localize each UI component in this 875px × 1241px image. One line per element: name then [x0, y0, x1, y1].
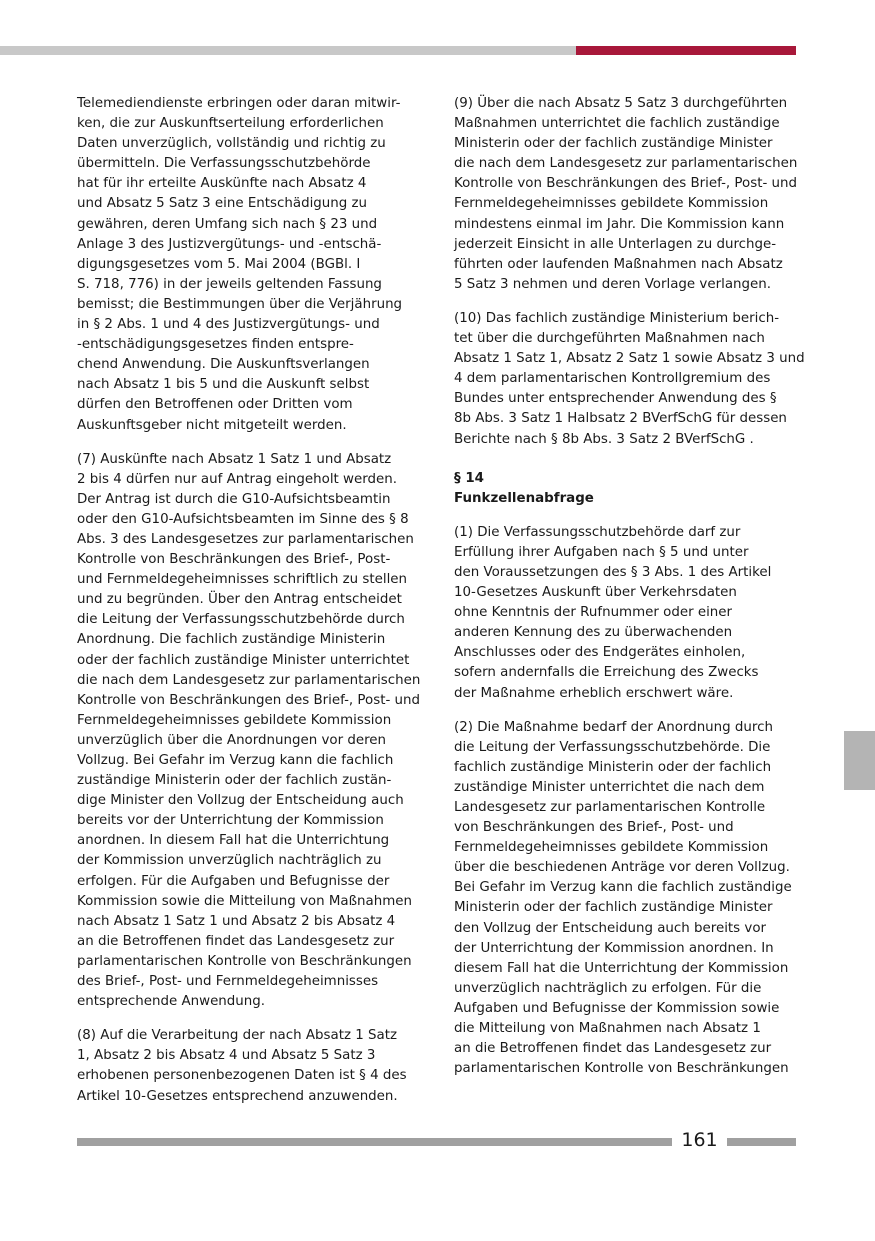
text-line: der Maßnahme erheblich erschwert wäre.	[454, 685, 734, 701]
text-line: Maßnahmen unterrichtet die fachlich zuständige	[454, 116, 780, 132]
footer-rule-right	[727, 1138, 796, 1146]
text-line: mindestens einmal im Jahr. Die Kommission kann	[454, 216, 785, 232]
text-line: S. 718, 776) in der jeweils geltenden Fassung	[77, 276, 382, 292]
footer-rule-left	[77, 1138, 672, 1146]
text-line: unverzüglich über die Anordnungen vor deren	[77, 732, 387, 748]
text-line: tet über die durchgeführten Maßnahmen nach	[454, 331, 765, 347]
text-line: über die beschiedenen Anträge vor deren Vollzug.	[454, 860, 790, 876]
text-line: Abs. 3 des Landesgesetzes zur parlamentarischen	[77, 531, 414, 547]
text-line: Auskunftsgeber nicht mitgeteilt werden.	[77, 417, 347, 433]
text-line: parlamentarischen Kontrolle von Beschränkungen	[77, 953, 412, 969]
section-number: § 14	[454, 470, 484, 486]
text-line: dürfen den Betroffenen oder Dritten vom	[77, 397, 353, 413]
text-line: und Fernmeldegeheimnisses schriftlich zu stellen	[77, 572, 408, 588]
text-line: digungsgesetzes vom 5. Mai 2004 (BGBl. I	[77, 256, 361, 272]
text-line: 2 bis 4 dürfen nur auf Antrag eingeholt werden.	[77, 471, 397, 487]
text-line: Kontrolle von Beschränkungen des Brief-, Post- und	[77, 692, 421, 708]
text-line: Artikel 10-Gesetzes entsprechend anzuwenden.	[77, 1088, 398, 1104]
text-line: Erfüllung ihrer Aufgaben nach § 5 und unter	[454, 544, 749, 560]
text-line: hat für ihr erteilte Auskünfte nach Absatz 4	[77, 176, 367, 192]
text-line: Kommission sowie die Mitteilung von Maßnahmen	[77, 893, 412, 909]
text-line: von Beschränkungen des Brief-, Post- und	[454, 820, 734, 836]
text-line: (1) Die Verfassungsschutzbehörde darf zur	[454, 524, 741, 540]
page-number: 161	[681, 1129, 718, 1151]
text-line: erhobenen personenbezogenen Daten ist § 4 des	[77, 1068, 407, 1084]
section-title: Funkzellenabfrage	[454, 490, 594, 506]
text-line: jederzeit Einsicht in alle Unterlagen zu durchge-	[454, 236, 777, 252]
paragraph-10	[454, 309, 804, 450]
text-line: die nach dem Landesgesetz zur parlamentarischen	[454, 156, 798, 172]
text-line: des Brief-, Post- und Fernmeldegeheimnisses	[77, 974, 379, 990]
text-line: die nach dem Landesgesetz zur parlamentarischen	[77, 672, 421, 688]
text-line: und Absatz 5 Satz 3 eine Entschädigung zu	[77, 196, 368, 212]
text-line: und zu begründen. Über den Antrag entscheidet	[77, 592, 402, 608]
section-heading	[454, 469, 804, 509]
text-line: Der Antrag ist durch die G10-Aufsichtsbeamtin	[77, 491, 391, 507]
text-line: bemisst; die Bestimmungen über die Verjährung	[77, 296, 403, 312]
text-line: dige Minister den Vollzug der Entscheidung auch	[77, 793, 404, 809]
text-line: der Unterrichtung der Kommission anordnen. In	[454, 940, 774, 956]
text-line: Bundes unter entsprechender Anwendung des §	[454, 391, 777, 407]
text-line: chend Anwendung. Die Auskunftsverlangen	[77, 357, 370, 373]
paragraph-continuation	[77, 94, 427, 436]
text-line: 8b Abs. 3 Satz 1 Halbsatz 2 BVerfSchG für dessen	[454, 411, 787, 427]
text-line: Anordnung. Die fachlich zuständige Ministerin	[77, 632, 386, 648]
text-line: Landesgesetz zur parlamentarischen Kontrolle	[454, 800, 766, 815]
text-line: die Mitteilung von Maßnahmen nach Absatz 1	[454, 1021, 761, 1037]
left-column	[77, 94, 427, 1121]
text-line: Fernmeldegeheimnisses gebildete Kommission	[454, 196, 769, 212]
text-line: fachlich zuständige Ministerin oder der fachlich	[454, 759, 772, 775]
text-line: in § 2 Abs. 1 und 4 des Justizvergütungs- und	[77, 317, 380, 333]
text-line: anderen Kennung des zu überwachenden	[454, 625, 733, 641]
text-line: bereits vor der Unterrichtung der Kommission	[77, 813, 384, 829]
text-line: Anschlusses oder des Endgerätes einholen,	[454, 645, 746, 661]
text-line: oder den G10-Aufsichtsbeamten im Sinne des § 8	[77, 511, 409, 527]
text-line: Berichte nach § 8b Abs. 3 Satz 2 BVerfSchG .	[454, 431, 754, 447]
text-line: parlamentarischen Kontrolle von Beschränkungen	[454, 1061, 789, 1077]
text-line: übermitteln. Die Verfassungsschutzbehörde	[77, 156, 371, 172]
text-line: gewähren, deren Umfang sich nach § 23 und	[77, 216, 378, 232]
text-line: nach Absatz 1 Satz 1 und Absatz 2 bis Absatz 4	[77, 913, 396, 929]
text-line: erfolgen. Für die Aufgaben und Befugnisse der	[77, 873, 390, 889]
paragraph-7	[77, 450, 427, 1013]
text-line: anordnen. In diesem Fall hat die Unterrichtung	[77, 833, 390, 849]
text-line: Absatz 1 Satz 1, Absatz 2 Satz 1 sowie Absatz 3 und	[454, 351, 805, 367]
text-line: Kontrolle von Beschränkungen des Brief-, Post-	[77, 552, 391, 568]
text-line: 10-Gesetzes Auskunft über Verkehrsdaten	[454, 585, 737, 601]
text-line: Vollzug. Bei Gefahr im Verzug kann die fachlich	[77, 753, 394, 768]
text-line: an die Betroffenen findet das Landesgesetz zur	[454, 1041, 772, 1057]
text-line: zuständige Ministerin oder der fachlich zustän-	[77, 773, 392, 789]
text-line: Bei Gefahr im Verzug kann die fachlich zuständige	[454, 880, 792, 896]
section-14-paragraph-1	[454, 523, 804, 704]
text-line: Kontrolle von Beschränkungen des Brief-, Post- und	[454, 176, 798, 192]
text-line: (7) Auskünfte nach Absatz 1 Satz 1 und Absatz	[77, 451, 392, 467]
text-line: (8) Auf die Verarbeitung der nach Absatz 1 Satz	[77, 1028, 398, 1044]
text-line: der Kommission unverzüglich nachträglich zu	[77, 853, 382, 869]
text-line: entsprechende Anwendung.	[77, 994, 266, 1010]
right-column	[454, 94, 804, 1093]
text-line: (2) Die Maßnahme bedarf der Anordnung durch	[454, 719, 773, 735]
header-rule-accent	[576, 46, 796, 55]
text-line: die Leitung der Verfassungsschutzbehörde. Die	[454, 739, 771, 755]
text-line: 4 dem parlamentarischen Kontrollgremium des	[454, 371, 771, 387]
text-line: ken, die zur Auskunftserteilung erforderlichen	[77, 116, 384, 132]
text-line: sofern andernfalls die Erreichung des Zwecks	[454, 665, 759, 681]
text-line: unverzüglich nachträglich zu erfolgen. Für die	[454, 980, 762, 996]
text-line: diesem Fall hat die Unterrichtung der Kommission	[454, 960, 789, 976]
text-line: Anlage 3 des Justizvergütungs- und -entschä-	[77, 236, 382, 252]
text-line: ohne Kenntnis der Rufnummer oder einer	[454, 605, 733, 621]
text-line: 5 Satz 3 nehmen und deren Vorlage verlangen.	[454, 276, 771, 292]
text-line: Fernmeldegeheimnisses gebildete Kommission	[77, 712, 392, 728]
text-line: Ministerin oder der fachlich zuständige Minister	[454, 900, 773, 916]
text-line: -entschädigungsgesetzes finden entspre-	[77, 337, 354, 353]
text-line: die Leitung der Verfassungsschutzbehörde durch	[77, 612, 405, 628]
header-rule-grey	[0, 46, 576, 55]
text-line: führten oder laufenden Maßnahmen nach Absatz	[454, 256, 783, 272]
text-line: Fernmeldegeheimnisses gebildete Kommission	[454, 840, 769, 856]
text-line: oder der fachlich zuständige Minister unterrichtet	[77, 652, 410, 668]
text-line: Aufgaben und Befugnisse der Kommission sowie	[454, 1000, 780, 1016]
text-line: nach Absatz 1 bis 5 und die Auskunft selbst	[77, 377, 370, 393]
text-line: den Vollzug der Entscheidung auch bereits vor	[454, 920, 767, 936]
chapter-thumb-tab	[844, 731, 875, 790]
section-14-paragraph-2	[454, 718, 804, 1080]
text-line: an die Betroffenen findet das Landesgesetz zur	[77, 933, 395, 949]
paragraph-9	[454, 94, 804, 295]
text-line: 1, Absatz 2 bis Absatz 4 und Absatz 5 Satz 3	[77, 1048, 376, 1064]
text-line: den Voraussetzungen des § 3 Abs. 1 des Artikel	[454, 564, 772, 580]
text-line: (10) Das fachlich zuständige Ministerium berich-	[454, 310, 780, 326]
text-line: Daten unverzüglich, vollständig und richtig zu	[77, 136, 386, 152]
text-line: Telemediendienste erbringen oder daran mitwir-	[77, 96, 401, 111]
text-line: Ministerin oder der fachlich zuständige Minister	[454, 136, 773, 152]
paragraph-8	[77, 1026, 427, 1106]
text-line: (9) Über die nach Absatz 5 Satz 3 durchgeführten	[454, 96, 788, 111]
text-line: zuständige Minister unterrichtet die nach dem	[454, 779, 765, 795]
